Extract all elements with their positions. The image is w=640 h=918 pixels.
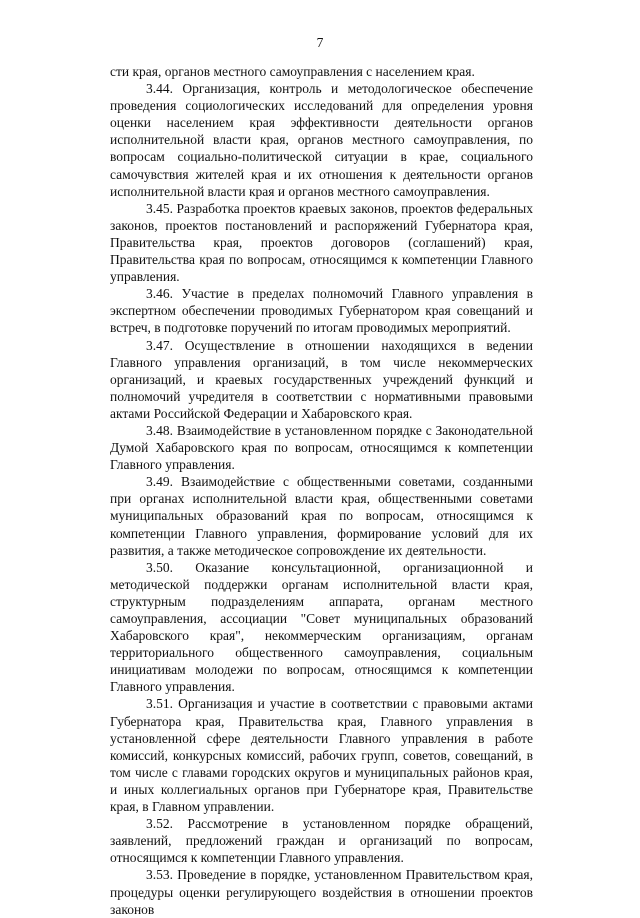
paragraph-3-50: 3.50. Оказание консультационной, организационной и методической поддержки органам исполнительной власти края, структурным подразделениям аппарата, органам местного самоуправления, ассоциации "Совет муниципальных образований Хабаровского края", некоммерческим организациям, органам территориального общественного самоуправления, социальным инициативам молодежи по вопросам, относящимся к компетенции Главного управления.	[110, 559, 533, 695]
paragraph-3-44: 3.44. Организация, контроль и методологическое обеспечение проведения социологических исследований для определения уровня оценки населением края эффективности деятельности органов исполнительной власти края, органов местного самоуправления, по вопросам социально-политической ситуации в крае, социального самочувствия жителей края и их отношения к деятельности органов исполнительной власти края и органов местного самоуправления.	[110, 81, 533, 199]
paragraph-3-49: 3.49. Взаимодействие с общественными советами, созданными при органах исполнительной власти края, общественными советами муниципальных образований края по вопросам, относящимся к компетенции Главного управления, формирование условий для их развития, а также методическое сопровождение их деятельности.	[110, 474, 533, 558]
paragraph-3-45: 3.45. Разработка проектов краевых законов, проектов федеральных законов, проектов постановлений и распоряжений Губернатора края, Правительства края, проектов договоров (соглашений) края, Правительства края по вопросам, относящимся к компетенции Главного управления.	[110, 200, 533, 285]
paragraph-continuation: сти края, органов местного самоуправления с населением края.	[110, 64, 475, 79]
page-number: 7	[316, 35, 324, 50]
paragraph-3-47: 3.47. Осуществление в отношении находящихся в ведении Главного управления организаций, в том числе некоммерческих организаций, и краевых государственных учреждений функций и полномочий учредителя в соответствии с нормативными правовыми актами Российской Федерации и Хабаровского края.	[110, 337, 533, 421]
paragraph-3-46: 3.46. Участие в пределах полномочий Главного управления в экспертном обеспечении проводимых Губернатором края совещаний и встреч, в подготовке поручений по итогам проводимых мероприятий.	[110, 286, 533, 336]
paragraph-3-51: 3.51. Организация и участие в соответствии с правовыми актами Губернатора края, Правительства края, Главного управления в установленной сфере деятельности Главного управления в работе комиссий, конкурсных комиссий, рабочих групп, советов, совещаний, в том числе с главами городских округов и муниципальных районов края, и иных коллегиальных органов при Губернаторе края, Правительстве края, в Главном управлении.	[110, 696, 533, 815]
paragraph-3-52: 3.52. Рассмотрение в установленном порядке обращений, заявлений, предложений граждан и организаций по вопросам, относящимся к компетенции Главного управления.	[110, 816, 533, 866]
paragraph-3-53: 3.53. Проведение в порядке, установленном Правительством края, процедуры оценки регулирующего воздействия в отношении проектов законов	[110, 867, 533, 917]
document-body	[110, 63, 533, 918]
paragraph-3-48: 3.48. Взаимодействие в установленном порядке с Законодательной Думой Хабаровского края по вопросам, относящимся к компетенции Главного управления.	[110, 422, 533, 473]
